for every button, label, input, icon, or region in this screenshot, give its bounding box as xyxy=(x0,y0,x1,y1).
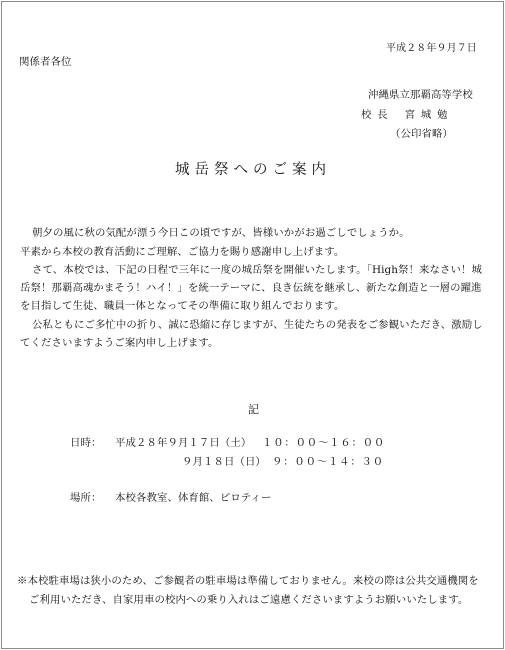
addressee: 関係者各位 xyxy=(19,56,72,68)
place-value: 本校各教室、体育館、ピロティー xyxy=(115,492,272,504)
body-line: 平素から本校の教育活動にご理解、ご協力を賜り感謝申し上げます。 xyxy=(20,246,345,258)
school-name: 沖縄県立那覇高等学校 xyxy=(368,89,473,101)
parking-note-line: ご利用いただき、自家用車の校内への乗り入れはご遠慮くださいますようお願いいたします。 xyxy=(29,594,469,606)
body-line: てくださいますようご案内申し上げます。 xyxy=(20,337,219,349)
body-line: 朝夕の風に秋の気配が漂う今日この頃ですが、皆様いかがお過ごしでしょうか。 xyxy=(32,227,410,239)
day1-date: 平成２８年９月１７日（土） xyxy=(115,437,252,449)
body-line: 公私ともにご多忙中の折り、誠に恐縮に存じますが、生徒たちの発表をご参観いただき、激励し xyxy=(32,319,483,331)
day2-date: ９月１８日（日） xyxy=(182,456,266,468)
body-line: 岳祭！那覇高魂かまそう！ハイ！」を統一テーマに、良き伝統を継承し、新たな創造と一層の躍進 xyxy=(20,282,482,294)
seal-omitted-note: （公印省略） xyxy=(390,128,453,140)
principal-name: 校 長 宮 城 勉 xyxy=(361,109,449,121)
day2-time: ９：００～１４：３０ xyxy=(272,456,384,468)
document-title: 城岳祭へのご案内 xyxy=(175,162,331,178)
document-page xyxy=(1,1,504,649)
body-line: を目指して生徒、職員一体となってその準備に取り組んでおります。 xyxy=(20,300,345,312)
ki-heading: 記 xyxy=(248,403,260,416)
parking-note-line: ※本校駐車場は狭小のため、ご参観者の駐車場は準備しておりません。来校の際は公共交通機関を xyxy=(17,575,479,587)
datetime-label: 日時： xyxy=(70,437,102,449)
body-line: さて、本校では、下記の日程で三年に一度の城岳祭を開催いたします。「High祭！来なさい！城 xyxy=(32,264,482,276)
issue-date: 平成２８年９月７日 xyxy=(386,43,477,54)
place-label: 場所： xyxy=(70,492,102,504)
day1-time: １０：００～１６：００ xyxy=(262,437,386,449)
